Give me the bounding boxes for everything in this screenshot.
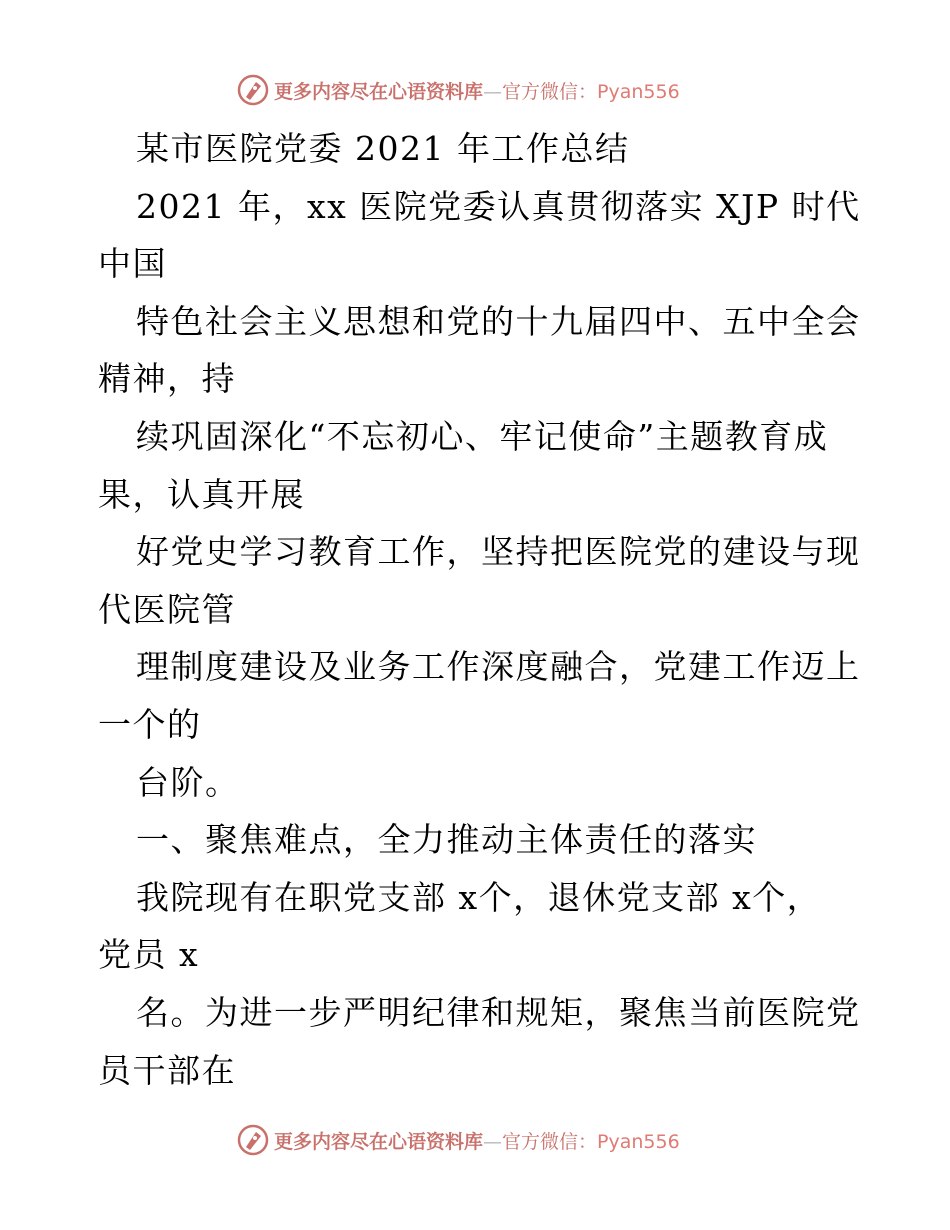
- document-line: 代医院管: [98, 589, 236, 629]
- watermark-text: [274, 1127, 680, 1154]
- pen-nib-circle-icon: [236, 73, 270, 107]
- document-line: 员干部在: [98, 1050, 236, 1090]
- watermark-wechat-label: 官方微信：: [502, 80, 598, 103]
- document-line: 好党史学习教育工作，坚持把医院党的建设与现: [136, 532, 861, 572]
- section-heading: 一、聚焦难点，全力推动主体责任的落实: [136, 820, 757, 860]
- document-body: [98, 120, 861, 1099]
- document-line: 续巩固深化“不忘初心、牢记使命”主题教育成: [136, 416, 829, 456]
- watermark-wechat-id: Pyan556: [597, 80, 680, 103]
- watermark-slogan: 更多内容尽在心语资料库: [274, 1130, 484, 1153]
- watermark-separator: —: [483, 80, 503, 103]
- footer-watermark: [236, 1122, 680, 1158]
- pen-nib-circle-icon: [236, 1123, 270, 1157]
- watermark-wechat-label: 官方微信：: [502, 1130, 598, 1153]
- document-line: 中国: [98, 244, 167, 284]
- header-watermark: [236, 72, 680, 108]
- document-line: 我院现有在职党支部 x个，退休党支部 x个，: [136, 877, 822, 917]
- document-line: 党员 x: [98, 935, 200, 975]
- document-line: 一个的: [98, 704, 202, 744]
- watermark-separator: —: [483, 1130, 503, 1153]
- document-line: 理制度建设及业务工作深度融合，党建工作迈上: [136, 647, 861, 687]
- document-line: 特色社会主义思想和党的十九届四中、五中全会: [136, 301, 861, 341]
- watermark-text: [274, 77, 680, 104]
- document-line: 2021 年，xx 医院党委认真贯彻落实 XJP 时代: [136, 186, 861, 226]
- watermark-slogan: 更多内容尽在心语资料库: [274, 80, 484, 103]
- document-line: 名。为进一步严明纪律和规矩，聚焦当前医院党: [136, 992, 861, 1032]
- document-line: 精神，持: [98, 359, 236, 399]
- document-title: 某市医院党委 2021 年工作总结: [136, 129, 630, 168]
- watermark-wechat-id: Pyan556: [597, 1130, 680, 1153]
- document-line: 台阶。: [136, 762, 240, 802]
- document-line: 果，认真开展: [98, 474, 305, 514]
